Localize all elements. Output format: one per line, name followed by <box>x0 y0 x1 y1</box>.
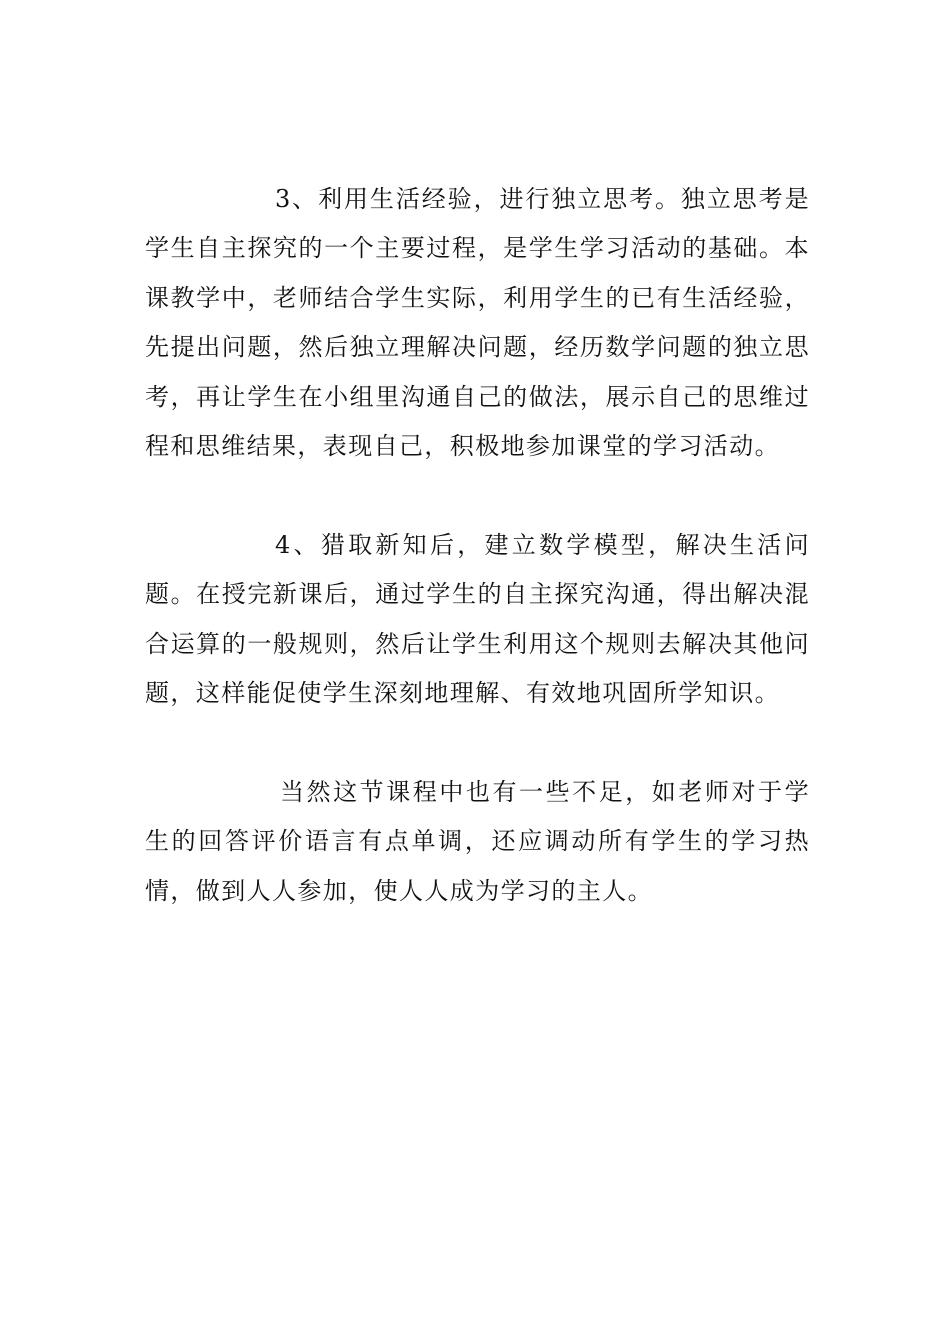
document-body <box>145 175 810 916</box>
paragraph-1: 3、利用生活经验，进行独立思考。独立思考是学生自主探究的一个主要过程，是学生学习活动的基础。本课教学中，老师结合学生实际，利用学生的已有生活经验，先提出问题，然后独立理解决问题，经历数学问题的独立思考，再让学生在小组里沟通自己的做法，展示自己的思维过程和思维结果，表现自己，积极地参加课堂的学习活动。 <box>145 185 810 461</box>
paragraph-2: 4、猎取新知后，建立数学模型，解决生活问题。在授完新课后，通过学生的自主探究沟通，得出解决混合运算的一般规则，然后让学生利用这个规则去解决其他问题，这样能促使学生深刻地理解、有效地巩固所学知识。 <box>145 530 810 708</box>
paragraph-3: 当然这节课程中也有一些不足，如老师对于学生的回答评价语言有点单调，还应调动所有学生的学习热情，做到人人参加，使人人成为学习的主人。 <box>145 777 810 905</box>
